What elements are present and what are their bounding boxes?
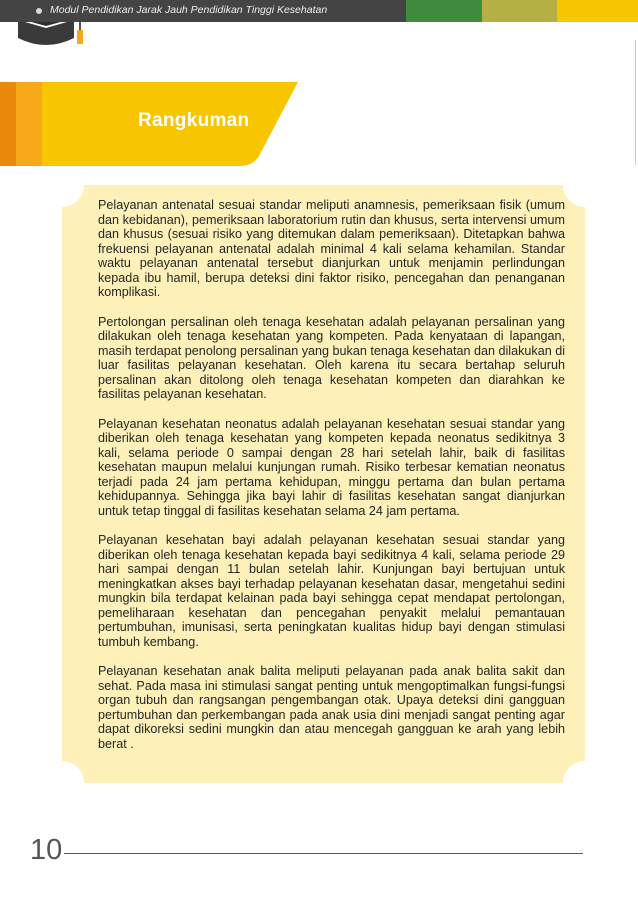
header-green-segment — [406, 0, 482, 22]
summary-paragraph: Pelayanan antenatal sesuai standar meliputi anamnesis, pemeriksaan fisik (umum dan kebidanan), pemeriksaan laboratorium rutin dan khusus, serta intervensi umum dan khusus (sesuai risiko yang ditemukan dalam pemeriksaan). Ditetapkan bahwa frekuensi pelayanan antenatal adalah minimal 4 kali selama kehamilan. Standar waktu pelayanan antenatal tersebut dianjurkan untuk menjamin perlindungan kepada ibu hamil, berupa deteksi dini faktor risiko, pencegahan dan penanganan komplikasi. — [98, 198, 565, 299]
summary-paragraph: Pelayanan kesehatan bayi adalah pelayanan kesehatan sesuai standar yang diberikan oleh tenaga kesehatan kepada bayi sedikitnya 4 kali, selama periode 29 hari sampai dengan 11 bulan setelah lahir. Kunjungan bayi bertujuan untuk meningkatkan akses bayi terhadap pelayanan kesehatan dasar, mengetahui sedini mungkin bila terdapat kelainan pada bayi sehingga cepat mendapat pertolongan, pemeliharaan kesehatan dan pencegahan penyakit melalui pemantauan pertumbuhan, imunisasi, serta peningkatan kualitas hidup bayi dengan stimulasi tumbuh kembang. — [98, 533, 565, 649]
page-edge-line — [635, 40, 636, 165]
footer-divider — [64, 853, 583, 854]
header-olive-segment — [482, 0, 557, 22]
summary-text — [98, 198, 565, 766]
page-number: 10 — [30, 834, 63, 866]
section-title: Rangkuman — [138, 110, 250, 131]
header-bar — [0, 0, 638, 22]
summary-paragraph: Pertolongan persalinan oleh tenaga kesehatan adalah pelayanan persalinan yang dilakukan oleh tenaga kesehatan yang kompeten. Pada kenyataan di lapangan, masih terdapat penolong persalinan yang bukan tenaga kesehatan dan dilakukan di luar fasilitas pelayanan kesehatan. Oleh karena itu secara bertahap seluruh persalinan akan ditolong oleh tenaga kesehatan kompeten dan diarahkan ke fasilitas pelayanan kesehatan. — [98, 314, 566, 401]
bullet-icon — [36, 8, 42, 14]
header-dark-segment — [0, 0, 406, 22]
header-yellow-segment — [557, 0, 638, 22]
summary-paragraph: Pelayanan kesehatan anak balita meliputi pelayanan pada anak balita sakit dan sehat. Pada masa ini stimulasi sangat penting untuk mengoptimalkan fungsi-fungsi organ tubuh dan rangsangan pengembangan otak. Upaya deteksi dini gangguan pertumbuhan dan perkembangan pada anak usia dini menjadi sangat penting agar dapat dikoreksi sedini mungkin dan atau mencegah gangguan ke arah yang lebih berat . — [98, 664, 565, 751]
summary-paragraph: Pelayanan kesehatan neonatus adalah pelayanan kesehatan sesuai standar yang diberikan oleh tenaga kesehatan yang kompeten kepada neonatus sedikitnya 3 kali, selama periode 0 sampai dengan 28 hari setelah lahir, baik di fasilitas kesehatan maupun melalui kunjungan rumah. Risiko terbesar kematian neonatus terjadi pada 24 jam pertama kehidupan, minggu pertama dan bulan pertama kehidupannya. Sehingga jika bayi lahir di fasilitas kesehatan sangat dianjurkan untuk tetap tinggal di fasilitas kesehatan selama 24 jam pertama. — [98, 416, 565, 518]
header-title: Modul Pendidikan Jarak Jauh Pendidikan Tinggi Kesehatan — [50, 4, 328, 16]
